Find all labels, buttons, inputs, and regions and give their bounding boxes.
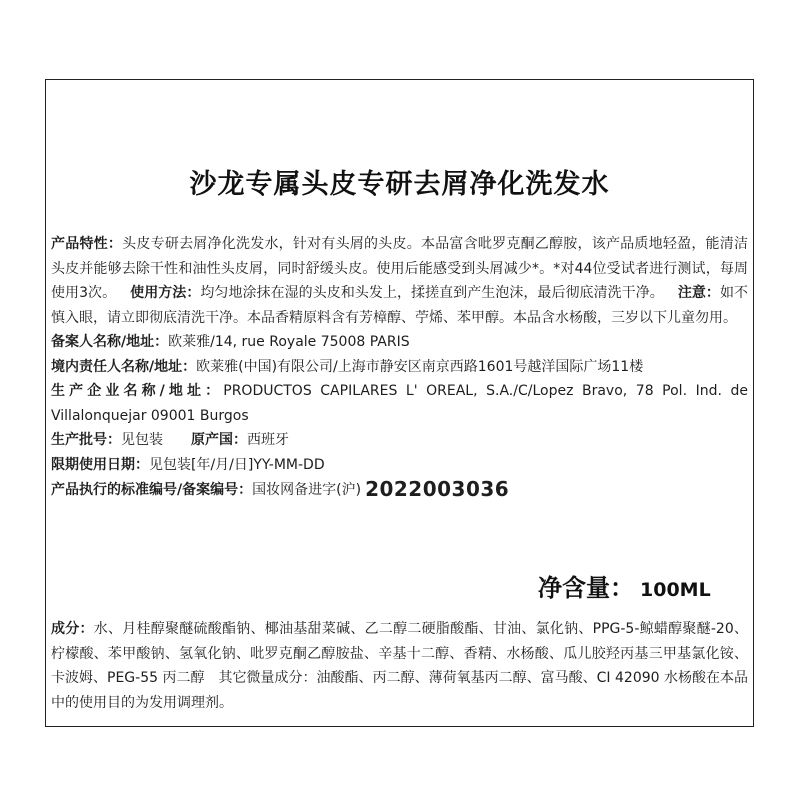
standard-value: 国妆网备进字(沪) xyxy=(252,482,362,498)
expiry-label: 限期使用日期： xyxy=(51,456,149,473)
manufacturer-label: 生产企业名称/地址： xyxy=(51,383,224,399)
manufacturer-row xyxy=(51,379,748,428)
net-value: 100ML xyxy=(640,579,711,601)
features-text: 头皮专研去屑净化洗发水，针对有头屑的头皮。本品富含吡罗克酮乙醇胺，该产品质地轻盈，能清洁头皮并能够去除干性和油性头皮屑，同时舒缓头皮。使用后能感受到头屑减少*。*对44位受试者进行测试，每周使用3次。 xyxy=(51,236,749,301)
product-title: 沙龙专属头皮专研去屑净化洗发水 xyxy=(189,169,610,200)
origin-label: 原产国： xyxy=(191,432,247,448)
net-label: 净含量： xyxy=(538,574,634,602)
product-label xyxy=(45,79,754,727)
caution-text: 如不慎入眼，请立即彻底清洗干净。本品香精原料含有芳樟醇、苧烯、苯甲醇。本品含水杨酸，三岁以下儿童勿用。 xyxy=(51,285,749,326)
filer-label: 备案人名称/地址： xyxy=(51,334,169,350)
net-content xyxy=(538,568,711,603)
batch-label: 生产批号： xyxy=(51,432,121,448)
batch-value: 见包装 xyxy=(121,432,163,448)
batch-origin-row xyxy=(51,428,748,453)
origin-value: 西班牙 xyxy=(247,432,289,448)
ingredients-block xyxy=(51,617,748,715)
features-paragraph xyxy=(51,232,748,330)
caution-label: 注意： xyxy=(677,285,720,301)
ingredients-label: 成分： xyxy=(51,621,94,637)
domestic-label: 境内责任人名称/地址： xyxy=(51,358,197,375)
description-block xyxy=(51,232,748,503)
expiry-row xyxy=(51,453,748,478)
standard-row xyxy=(51,477,748,503)
features-label: 产品特性： xyxy=(51,236,123,252)
domestic-row xyxy=(51,355,748,380)
manufacturer-value: PRODUCTOS CAPILARES L' OREAL, S.A./C/Lopez Bravo, 78 Pol. Ind. de Villalonquejar 09001 Burgos xyxy=(51,383,748,424)
filing-number: 2022003036 xyxy=(365,477,510,501)
ingredients-text: 水、月桂醇聚醚硫酸酯钠、椰油基甜菜碱、乙二醇二硬脂酸酯、甘油、氯化钠、PPG-5-鲸蜡醇聚醚-20、柠檬酸、苯甲酸钠、氢氧化钠、吡罗克酮乙醇胺盐、辛基十二醇、香精、水杨酸、瓜儿胶羟丙基三甲基氯化铵、卡波姆、PEG-55 丙二醇 xyxy=(51,621,749,686)
filer-row xyxy=(51,330,748,355)
filer-value: 欧莱雅/14, rue Royale 75008 PARIS xyxy=(168,334,410,350)
usage-text: 均匀地涂抹在湿的头皮和头发上，揉搓直到产生泡沫，最后彻底清洗干净。 xyxy=(200,285,664,301)
trace-text: 油酸酯、丙二醇、薄荷氧基丙二醇、富马酸、CI 42090 水杨酸在本品中的使用目的为发用调理剂。 xyxy=(51,670,749,711)
usage-label: 使用方法： xyxy=(130,285,201,301)
domestic-value: 欧莱雅(中国)有限公司/上海市静安区南京西路1601号越洋国际广场11楼 xyxy=(196,358,644,375)
standard-label: 产品执行的标准编号/备案编号： xyxy=(51,482,253,498)
expiry-value: 见包装[年/月/日]YY-MM-DD xyxy=(149,456,325,473)
trace-label: 其它微量成分： xyxy=(218,670,317,686)
